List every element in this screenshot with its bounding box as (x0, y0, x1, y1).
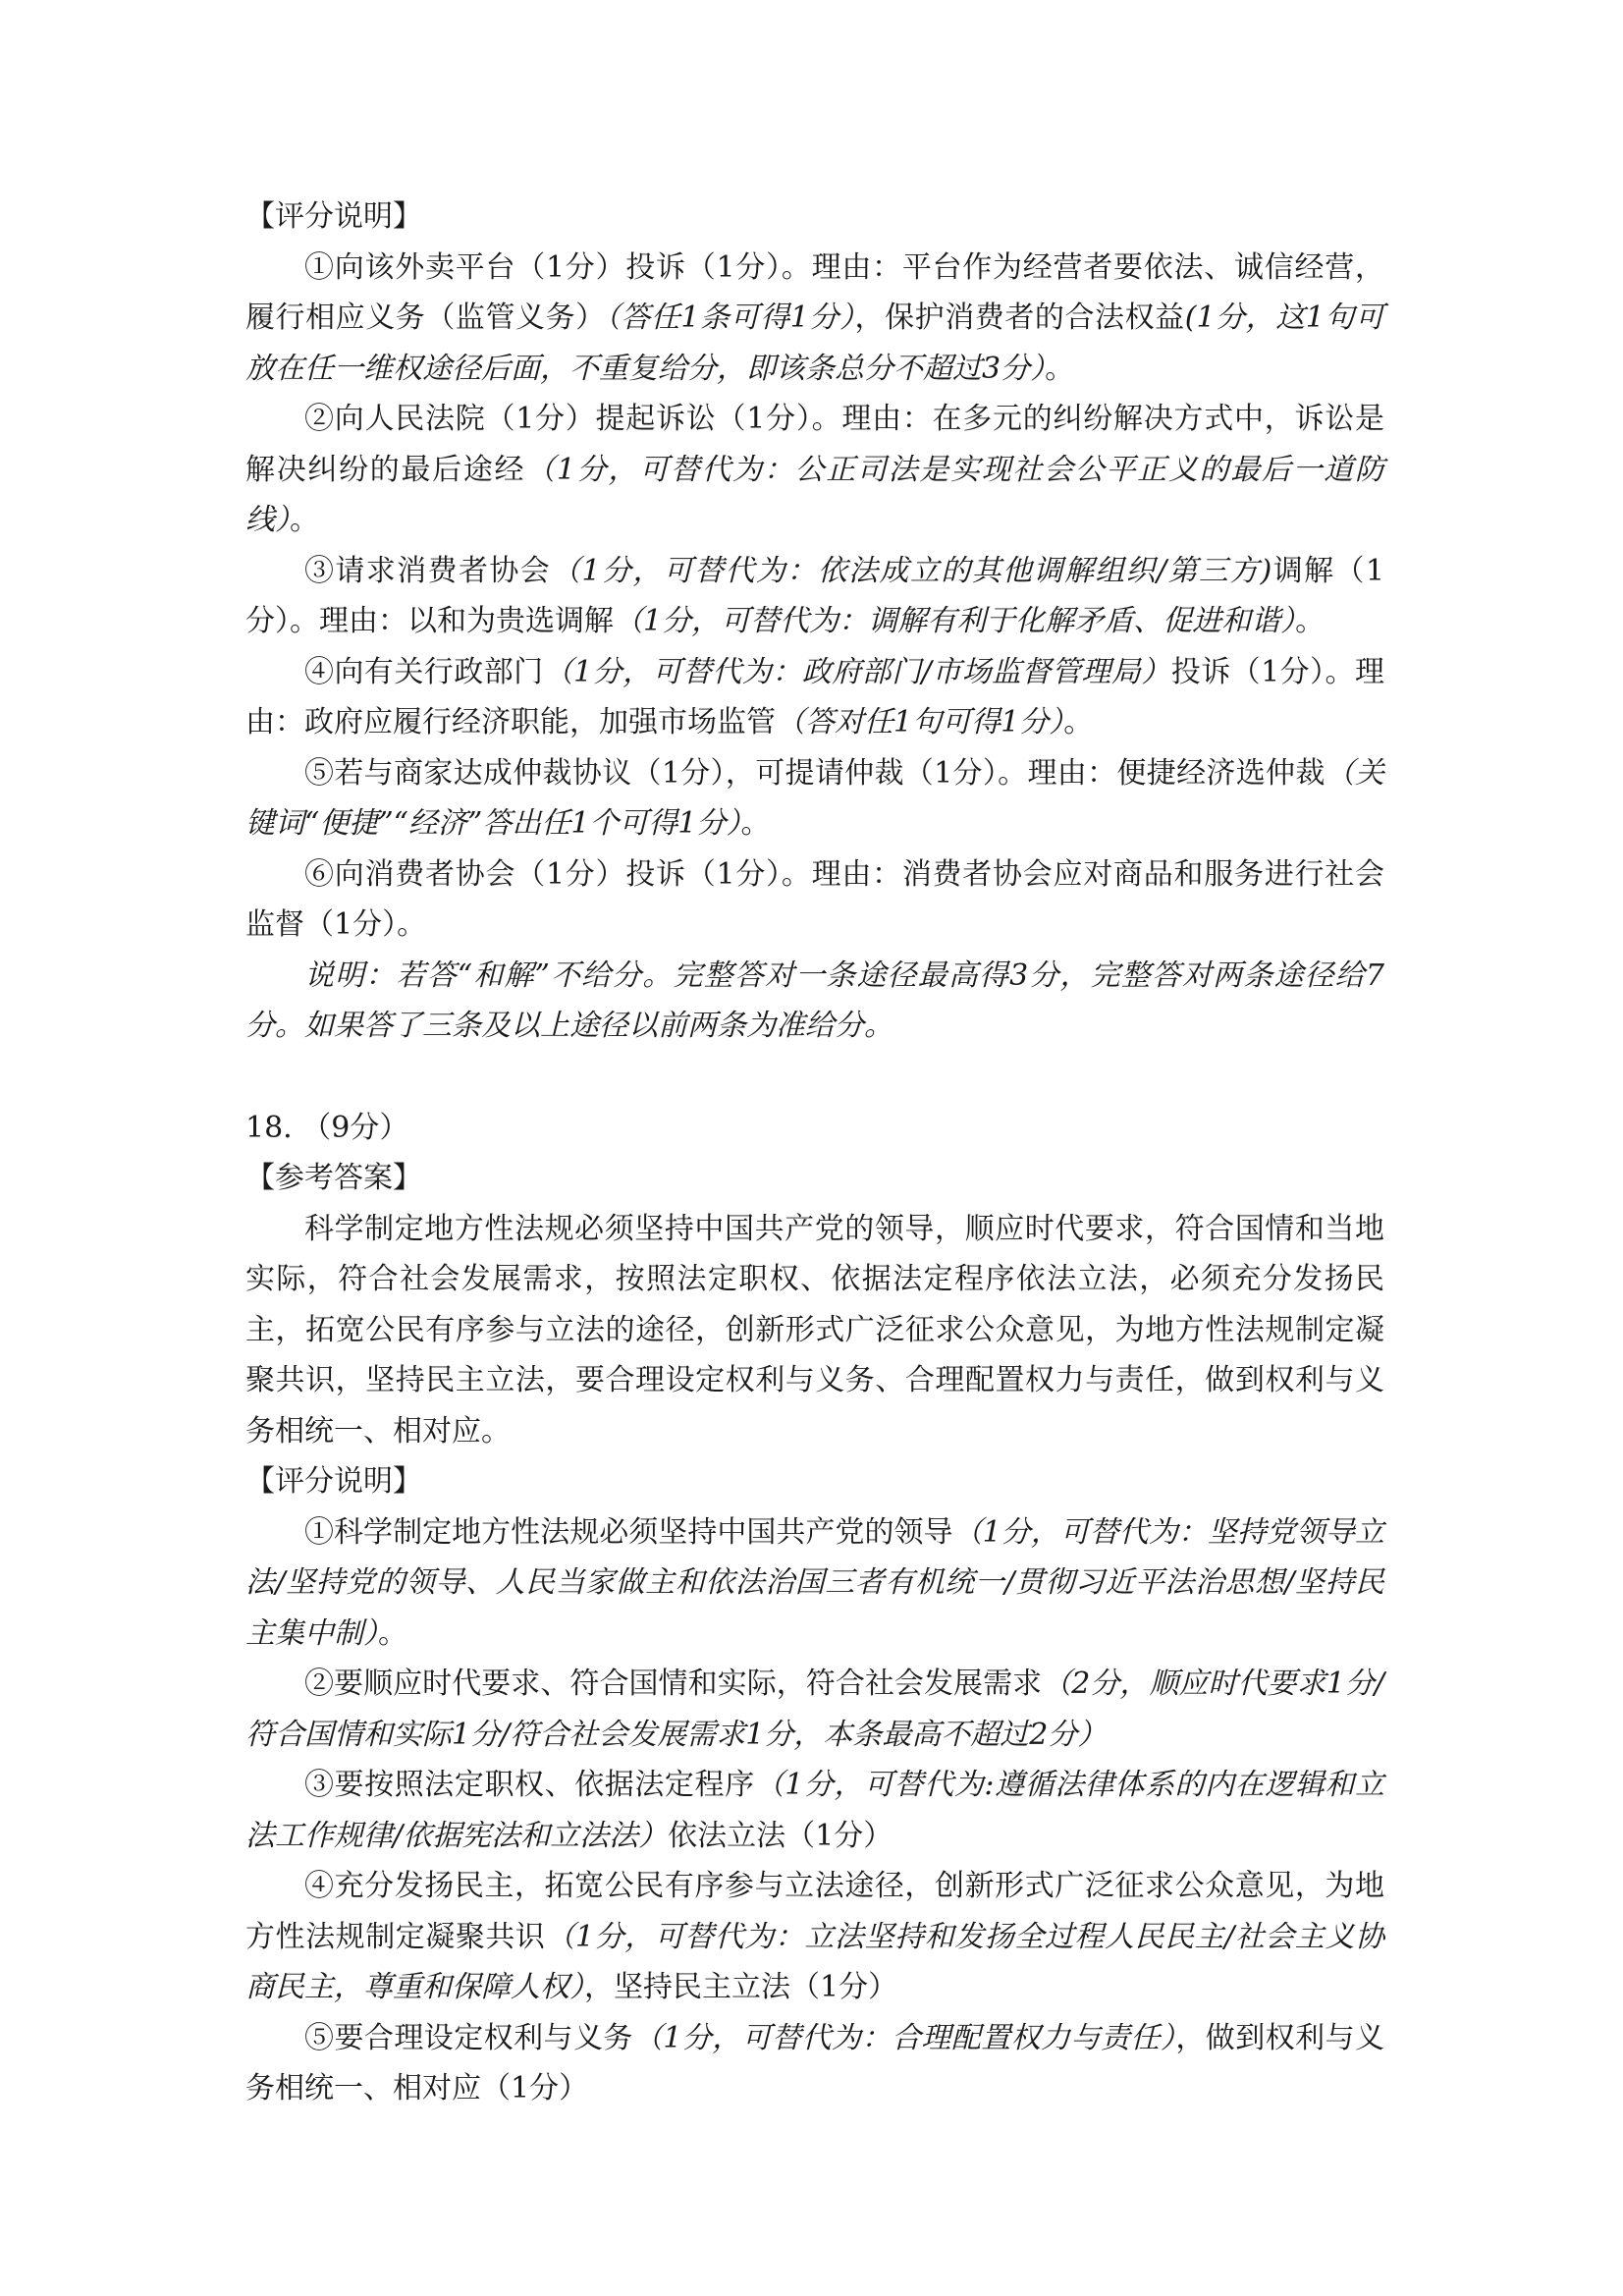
scoring-text-segment: 。 (1063, 705, 1094, 739)
scoring1-item-3 (245, 546, 1384, 647)
scoring-note-segment: （1分，可替代为:遵循法律体系的内在逻辑和立法工作规律/依据宪法和立法法） (245, 1768, 1384, 1853)
scoring-text-segment: ②要顺应时代要求、符合国情和实际，符合社会发展需求 (304, 1667, 1043, 1701)
scoring-note-segment: （答对任1句可得1分） (776, 705, 1064, 739)
section-gap (245, 1052, 1384, 1103)
scoring-items-1 (245, 243, 1384, 951)
scoring-text-segment: ①向该外卖平台（1分）投诉（1分）。理由：平台作为经营者要依法、诚信经营，履行相应义务（监管义务） (245, 249, 1384, 335)
scoring-note-segment: （1分，可替代为：调解有利于化解矛盾、促进和谐） (614, 604, 1296, 638)
scoring2-item-5 (245, 2013, 1384, 2114)
scoring-note-segment: （1分，可替代为：政府部门/市场监督管理局） (543, 654, 1171, 689)
scoring1-item-1 (245, 243, 1384, 395)
scoring-note-segment: (1分，这1句可放在任一维权途径后面，不重复给分，即该条总分不超过3分） (245, 301, 1384, 386)
scoring-heading-2: 【评分说明】 (245, 1464, 422, 1499)
scoring-text-segment: 。 (1045, 351, 1075, 386)
scoring-text-segment: ⑥向消费者协会（1分）投诉（1分）。理由：消费者协会应对商品和服务进行社会监督（1分）。 (245, 856, 1384, 942)
scoring-note-segment: （1分，可替代为：立法坚持和发扬全过程人民民主/社会主义协商民主，尊重和保障人权） (245, 1919, 1385, 2004)
scoring-text-segment: ，保护消费者的合法权益 (854, 301, 1185, 335)
scoring2-item-3 (245, 1760, 1384, 1861)
scoring-text-segment: ④向有关行政部门 (304, 654, 544, 689)
scoring2-item-1 (245, 1507, 1384, 1660)
scoring-note-segment: （1分，可替代为：合理配置权力与责任） (632, 2020, 1176, 2055)
scoring-text-segment: ，坚持民主立法（1分） (584, 1970, 898, 2004)
scoring-note-segment: （答任1条可得1分） (605, 301, 855, 335)
scoring-text-segment: 。 (740, 806, 771, 841)
scoring-text-segment: ⑤要合理设定权利与义务 (304, 2020, 633, 2055)
scoring-text-segment: ④充分发扬民主，拓宽公民有序参与立法途径，创新形式广泛征求公众意见，为地方性法规制定凝聚共识 (245, 1869, 1384, 1954)
scoring-text-segment: ①科学制定地方性法规必须坚持中国共产党的领导 (304, 1514, 953, 1550)
scoring-note-segment: （2分，顺应时代要求1分/符合国情和实际1分/符合社会发展需求1分，本条最高不超过2分） (245, 1667, 1385, 1752)
scoring-text-segment: ③要按照法定职权、依据法定程序 (304, 1768, 755, 1802)
scoring2-item-4 (245, 1861, 1384, 2013)
scoring2-item-2 (245, 1659, 1384, 1760)
scoring1-item-6 (245, 849, 1384, 951)
scoring-text-segment: 。 (1295, 604, 1325, 638)
scoring-heading-1: 【评分说明】 (245, 199, 422, 234)
scoring1-item-2 (245, 394, 1384, 546)
scoring-items-2 (245, 1507, 1384, 2114)
answer-heading: 【参考答案】 (245, 1161, 422, 1195)
document-page (245, 191, 1384, 2114)
scoring-text-segment: 。 (290, 503, 319, 537)
scoring1-item-4 (245, 647, 1384, 748)
question-18-title: 18. （9分） (245, 1110, 409, 1145)
scoring-text-segment: ③请求消费者协会 (304, 553, 552, 588)
scoring-text-segment: 投诉（1分）。理由：政府应履行经济职能，加强市场监管 (245, 654, 1385, 739)
scoring-note-segment: （1分，可替代为：公正司法是实现社会公平正义的最后一道防线） (245, 452, 1385, 537)
scoring-text-segment: ②向人民法院（1分）提起诉讼（1分）。理由：在多元的纠纷解决方式中，诉讼是解决纠纷的最后途经 (245, 402, 1384, 487)
scoring-text-segment: 。 (378, 1615, 407, 1651)
scoring-text-segment: 依法立法（1分） (668, 1818, 893, 1853)
scoring-note-segment: （1分，可替代为：依法成立的其他调解组织/第三方) (551, 553, 1272, 588)
scoring-note-segment: （关键词“便捷”“经济”答出任1个可得1分） (245, 755, 1384, 841)
answer-paragraph: 科学制定地方性法规必须坚持中国共产党的领导，顺应时代要求，符合国情和当地实际，符合社会发展需求，按照法定职权、依据法定程序依法立法，必须充分发扬民主，拓宽公民有序参与立法的途径，创新形式广泛征求公众意见，为地方性法规制定凝聚共识，坚持民主立法，要合理设定权利与义务、合理配置权力与责任，做到权利与义务相统一、相对应。 (245, 1211, 1384, 1449)
scoring1-item-5 (245, 748, 1384, 849)
scoring-text-segment: 调解（1分）。理由：以和为贵选调解 (245, 553, 1385, 638)
scoring-note: 说明：若答“和解”不给分。完整答对一条途径最高得3分，完整答对两条途径给7分。如果答了三条及以上途径以前两条为准给分。 (245, 957, 1384, 1043)
scoring-text-segment: ⑤若与商家达成仲裁协议（1分），可提请仲裁（1分）。理由：便捷经济选仲裁 (304, 755, 1325, 791)
scoring-note-segment: （1分，可替代为：坚持党领导立法/坚持党的领导、人民当家做主和依法治国三者有机统一/贯彻习近平法治思想/坚持民主集中制） (245, 1514, 1385, 1651)
scoring-text-segment: ，做到权利与义务相统一、相对应（1分） (245, 2020, 1385, 2105)
